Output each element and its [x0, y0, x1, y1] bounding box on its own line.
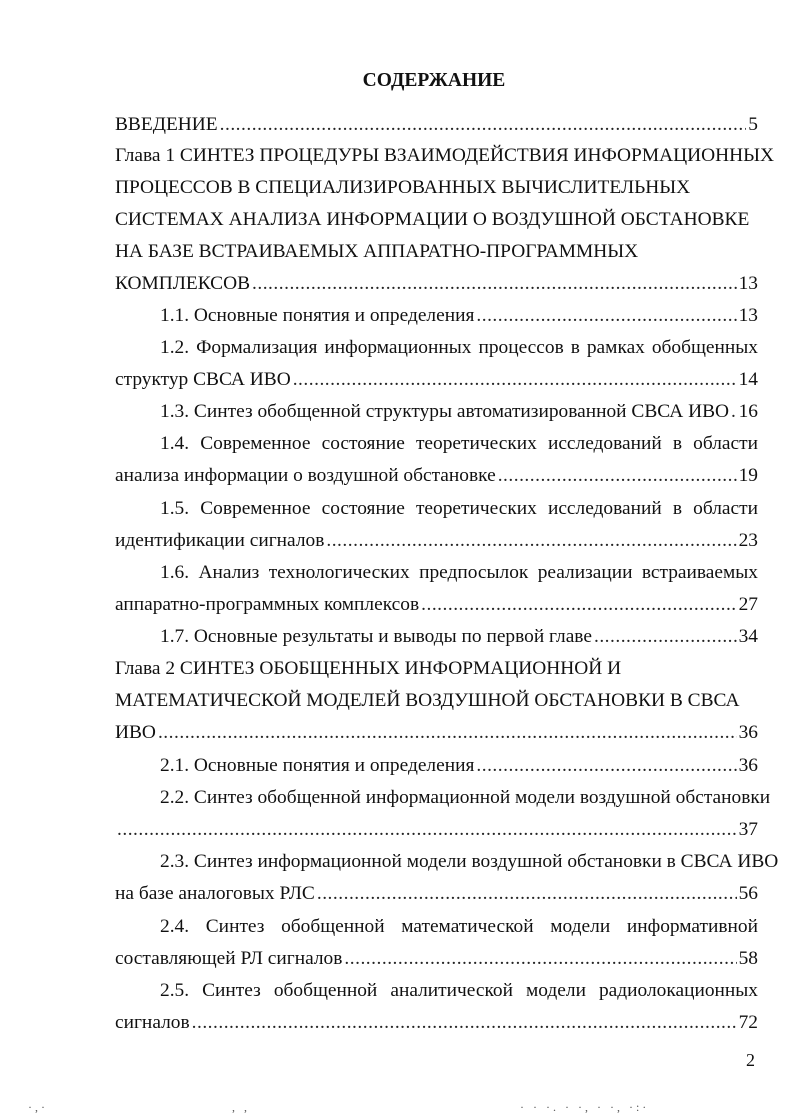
toc-entry-2-5 [115, 1012, 758, 1036]
toc-entry-2-2 [115, 819, 758, 843]
entry-label: ВВЕДЕНИЕ [115, 114, 218, 135]
entry-label: 1.7. Основные результаты и выводы по первой главе [160, 626, 592, 647]
entry-page: 23 [738, 530, 758, 551]
entry-page: 14 [738, 369, 758, 390]
dot-leader [498, 465, 737, 487]
toc-entry-chapter-1 [115, 273, 758, 297]
toc-entry-1-2 [115, 369, 758, 393]
scan-artifact: ·,· [28, 1100, 48, 1114]
dot-leader [476, 755, 736, 777]
toc-entry-1-6-line-1: 1.6. Анализ технологических предпосылок реализации встраиваемых [160, 562, 758, 583]
entry-label: аппаратно-программных комплексов [115, 594, 420, 615]
entry-label: идентификации сигналов [115, 530, 325, 551]
dot-leader [158, 722, 737, 744]
entry-label: анализа информации о воздушной обстановке [115, 465, 496, 486]
scan-artifact: , , [232, 1100, 250, 1114]
dot-leader [731, 401, 737, 423]
toc-entry-1-6 [115, 594, 758, 618]
dot-leader [117, 819, 737, 841]
scan-artifact: · · ·. · ·, · ·, ·:· [520, 1100, 650, 1114]
chapter-1-line-2: ПРОЦЕССОВ В СПЕЦИАЛИЗИРОВАННЫХ ВЫЧИСЛИТЕЛЬНЫХ [115, 177, 691, 198]
chapter-2-line-1: Глава 2 СИНТЕЗ ОБОБЩЕННЫХ ИНФОРМАЦИОННОЙ И [115, 658, 622, 679]
entry-page: 27 [738, 594, 758, 615]
dot-leader [293, 369, 737, 391]
entry-label: сигналов [115, 1012, 190, 1033]
entry-page: 72 [738, 1012, 758, 1033]
entry-page: 16 [738, 401, 758, 422]
entry-page: 56 [738, 883, 758, 904]
toc-entry-2-2-line-1: 2.2. Синтез обобщенной информационной модели воздушной обстановки [160, 787, 771, 808]
entry-page: 36 [738, 755, 758, 776]
dot-leader [344, 948, 736, 970]
dot-leader [252, 273, 737, 295]
entry-page: 58 [738, 948, 758, 969]
dot-leader [220, 114, 747, 136]
toc-title: СОДЕРЖАНИЕ [362, 70, 506, 91]
toc-entry-1-3 [160, 401, 758, 425]
chapter-1-line-3: СИСТЕМАХ АНАЛИЗА ИНФОРМАЦИИ О ВОЗДУШНОЙ ОБСТАНОВКЕ [115, 209, 750, 230]
chapter-1-line-4: НА БАЗЕ ВСТРАИВАЕМЫХ АППАРАТНО-ПРОГРАММНЫХ [115, 241, 639, 262]
dot-leader [421, 594, 736, 616]
dot-leader [192, 1012, 737, 1034]
dot-leader [326, 530, 736, 552]
entry-label: составляющей РЛ сигналов [115, 948, 343, 969]
page-number: 2 [746, 1050, 755, 1070]
toc-entry-2-1 [160, 755, 758, 779]
entry-label: 1.1. Основные понятия и определения [160, 305, 475, 326]
entry-page: 36 [738, 722, 758, 743]
entry-label: 2.1. Основные понятия и определения [160, 755, 475, 776]
entry-label: структур СВСА ИВО [115, 369, 291, 390]
toc-entry-2-5-line-1: 2.5. Синтез обобщенной аналитической модели радиолокационных [160, 980, 758, 1001]
toc-entry-2-4-line-1: 2.4. Синтез обобщенной математической модели информативной [160, 916, 758, 937]
toc-entry-2-3-line-1: 2.3. Синтез информационной модели воздушной обстановки в СВСА ИВО [160, 851, 779, 872]
toc-entry-1-2-line-1: 1.2. Формализация информационных процессов в рамках обобщенных [160, 337, 758, 358]
entry-page: 19 [738, 465, 758, 486]
entry-label: на базе аналоговых РЛС [115, 883, 315, 904]
entry-page: 5 [748, 114, 758, 135]
toc-entry-intro [115, 114, 758, 138]
toc-entry-1-5 [115, 530, 758, 554]
toc-entry-2-4 [115, 948, 758, 972]
toc-entry-chapter-2 [115, 722, 758, 746]
dot-leader [317, 883, 737, 905]
entry-label: КОМПЛЕКСОВ [115, 273, 251, 294]
entry-label: 1.3. Синтез обобщенной структуры автоматизированной СВСА ИВО [160, 401, 730, 422]
toc-entry-1-4 [115, 465, 758, 489]
toc-entry-1-5-line-1: 1.5. Современное состояние теоретических исследований в области [160, 498, 758, 519]
dot-leader [594, 626, 737, 648]
entry-page: 13 [738, 305, 758, 326]
entry-page: 13 [738, 273, 758, 294]
toc-entry-2-3 [115, 883, 758, 907]
dot-leader [476, 305, 736, 327]
toc-entry-1-1 [160, 305, 758, 329]
toc-entry-1-7 [160, 626, 758, 650]
entry-page: 34 [738, 626, 758, 647]
toc-entry-1-4-line-1: 1.4. Современное состояние теоретических исследований в области [160, 433, 758, 454]
entry-label: ИВО [115, 722, 156, 743]
entry-page: 37 [738, 819, 758, 840]
chapter-2-line-2: МАТЕМАТИЧЕСКОЙ МОДЕЛЕЙ ВОЗДУШНОЙ ОБСТАНОВКИ В СВСА [115, 690, 740, 711]
chapter-1-line-1: Глава 1 СИНТЕЗ ПРОЦЕДУРЫ ВЗАИМОДЕЙСТВИЯ ИНФОРМАЦИОННЫХ [115, 145, 774, 166]
